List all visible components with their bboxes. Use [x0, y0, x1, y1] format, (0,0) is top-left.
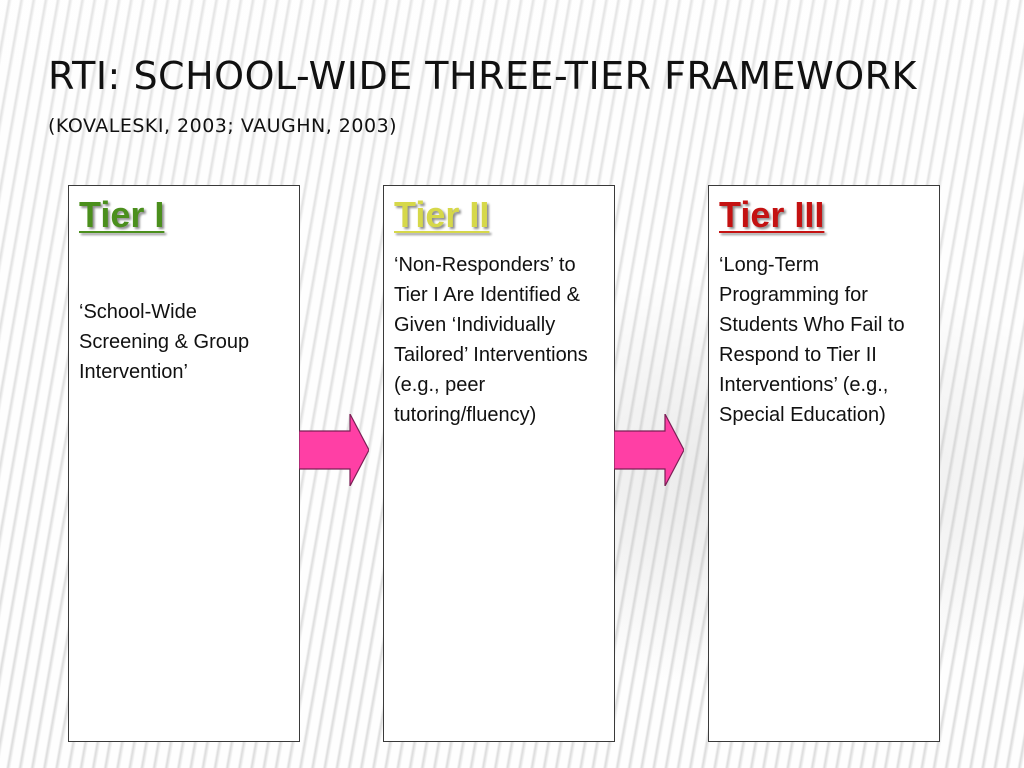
title-main: RTI: SCHOOL-WIDE THREE-TIER FRAMEWORK: [48, 54, 917, 98]
arrow-right-icon: [299, 414, 369, 486]
tier-3-box: [708, 185, 940, 742]
tier-2-description: ‘Non-Responders’ to Tier I Are Identified & Given ‘Individually Tailored’ Interventions (e.g., peer tutoring/fluency): [394, 254, 588, 426]
tier-1-heading: Tier I: [79, 194, 165, 235]
tier-2-box: [383, 185, 615, 742]
title-citation: (KOVALESKI, 2003; VAUGHN, 2003): [48, 115, 398, 137]
tier-3-description: ‘Long-Term Programming for Students Who Fail to Respond to Tier II Interventions’ (e.g., Special Education): [719, 254, 905, 426]
tier-3-heading: Tier III: [719, 194, 825, 235]
tier-1-box: [68, 185, 300, 742]
tier-1-description: ‘School-Wide Screening & Group Intervention’: [79, 301, 250, 383]
arrow-right-icon: [614, 414, 684, 486]
slide-title: [48, 55, 978, 148]
tier-2-heading: Tier II: [394, 194, 490, 235]
